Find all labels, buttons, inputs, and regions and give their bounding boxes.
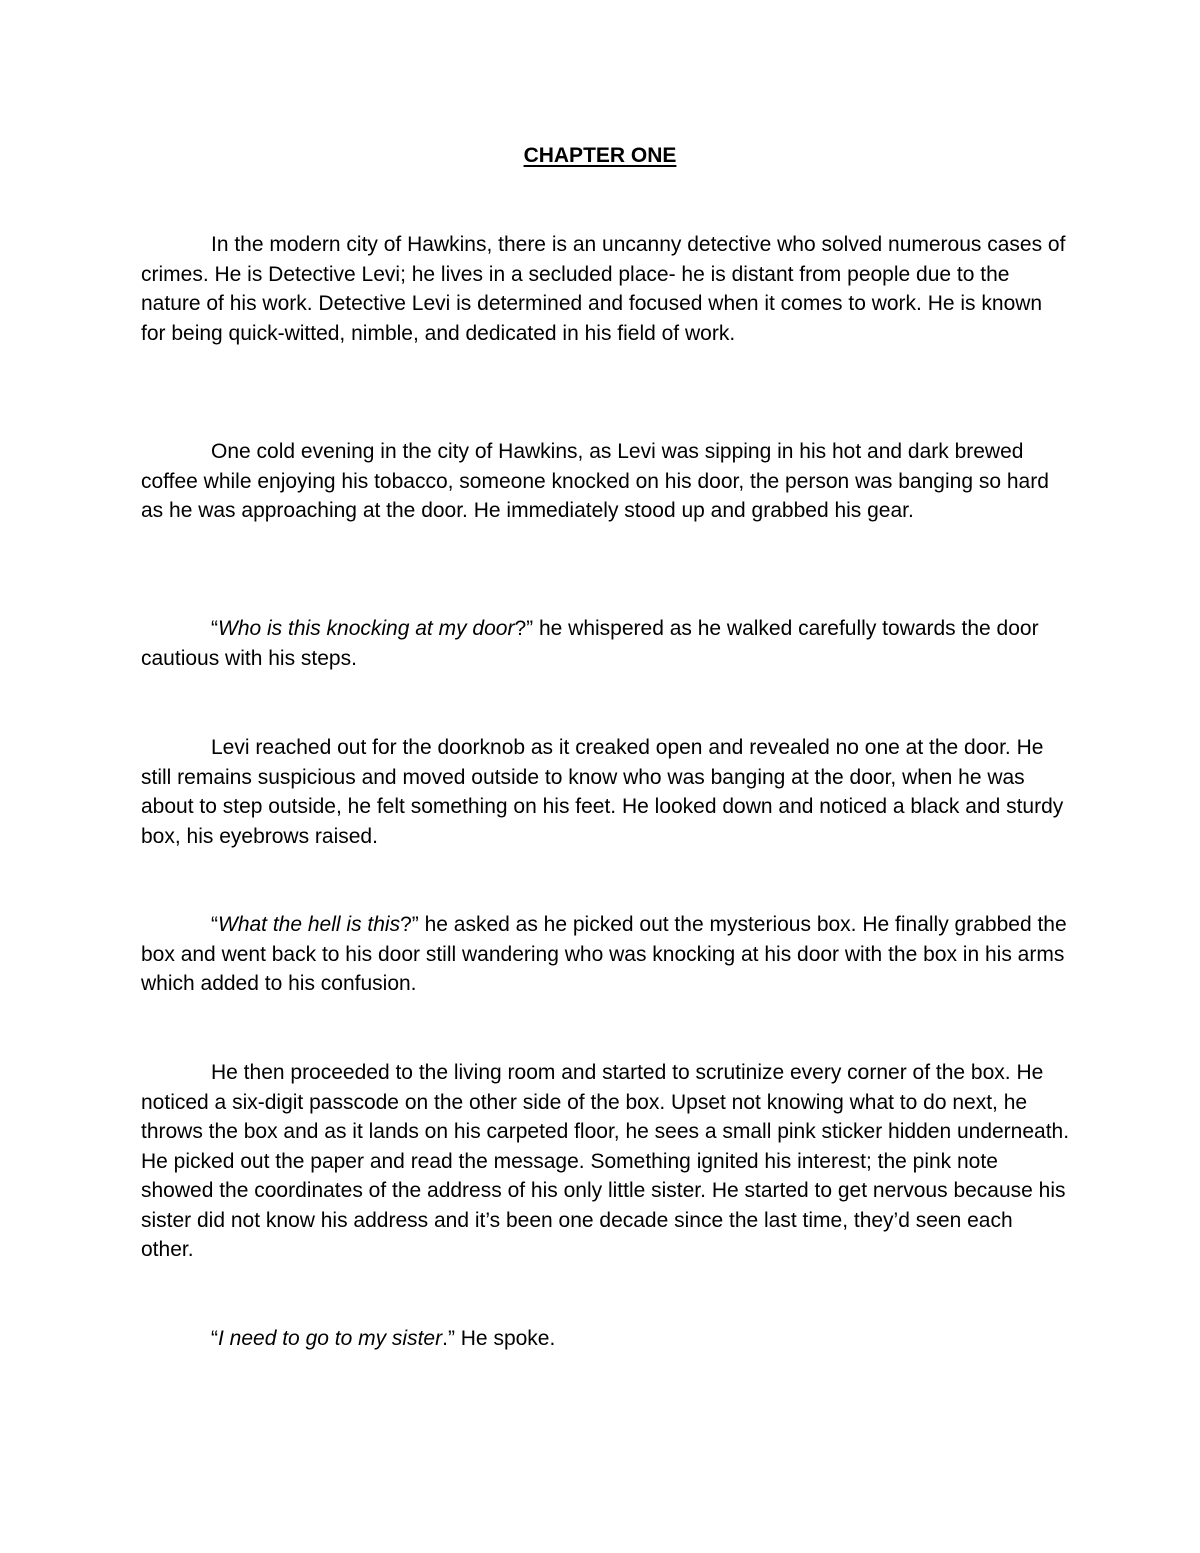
chapter-title: CHAPTER ONE xyxy=(523,144,677,167)
quote-open-mark: “ xyxy=(211,913,218,936)
paragraph-3 xyxy=(141,614,1071,673)
paragraph-text: .” He spoke. xyxy=(442,1327,556,1350)
quote-open-mark: “ xyxy=(211,617,218,640)
paragraph-6: He then proceeded to the living room and started to scrutinize every corner of the box. He noticed a six-digit passcode on the other side of the box. Upset not knowing what to do next, he throws the box and as it lands on his carpeted floor, he sees a small pink sticker hidden underneath. He picked out the paper and read the message. Something ignited his interest; the pink note showed the coordinates of the address of his only little sister. He started to get nervous because his sister did not know his address and it’s been one decade since the last time, they’d seen each other. xyxy=(141,1061,1070,1261)
quote-open-mark: “ xyxy=(211,1327,218,1350)
paragraph-4: Levi reached out for the doorknob as it creaked open and revealed no one at the door. He still remains suspicious and moved outside to know who was banging at the door, when he was about to step outside, he felt something on his feet. He looked down and noticed a black and sturdy box, his eyebrows raised. xyxy=(141,736,1064,848)
paragraph-text: ?” he whispered as he walked carefully towards the door cautious with his steps. xyxy=(141,617,1039,670)
dialogue-quote: I need to go to my sister xyxy=(218,1327,443,1350)
paragraph-1: In the modern city of Hawkins, there is an uncanny detective who solved numerous cases of crimes. He is Detective Levi; he lives in a secluded place- he is distant from people due to the nature of his work. Detective Levi is determined and focused when it comes to work. He is known for being quick-witted, nimble, and dedicated in his field of work. xyxy=(141,233,1066,345)
dialogue-quote: What the hell is this xyxy=(218,913,401,936)
paragraph-5 xyxy=(141,910,1071,999)
paragraph-text: ?” he asked as he picked out the mysterious box. He finally grabbed the box and went back to his door still wandering who was knocking at his door with the box in his arms which added to his confusion. xyxy=(141,913,1067,995)
paragraph-7 xyxy=(141,1324,1071,1354)
dialogue-quote: Who is this knocking at my door xyxy=(218,617,515,640)
paragraph-2: One cold evening in the city of Hawkins, as Levi was sipping in his hot and dark brewed coffee while enjoying his tobacco, someone knocked on his door, the person was banging so hard as he was approaching at the door. He immediately stood up and grabbed his gear. xyxy=(141,440,1049,522)
